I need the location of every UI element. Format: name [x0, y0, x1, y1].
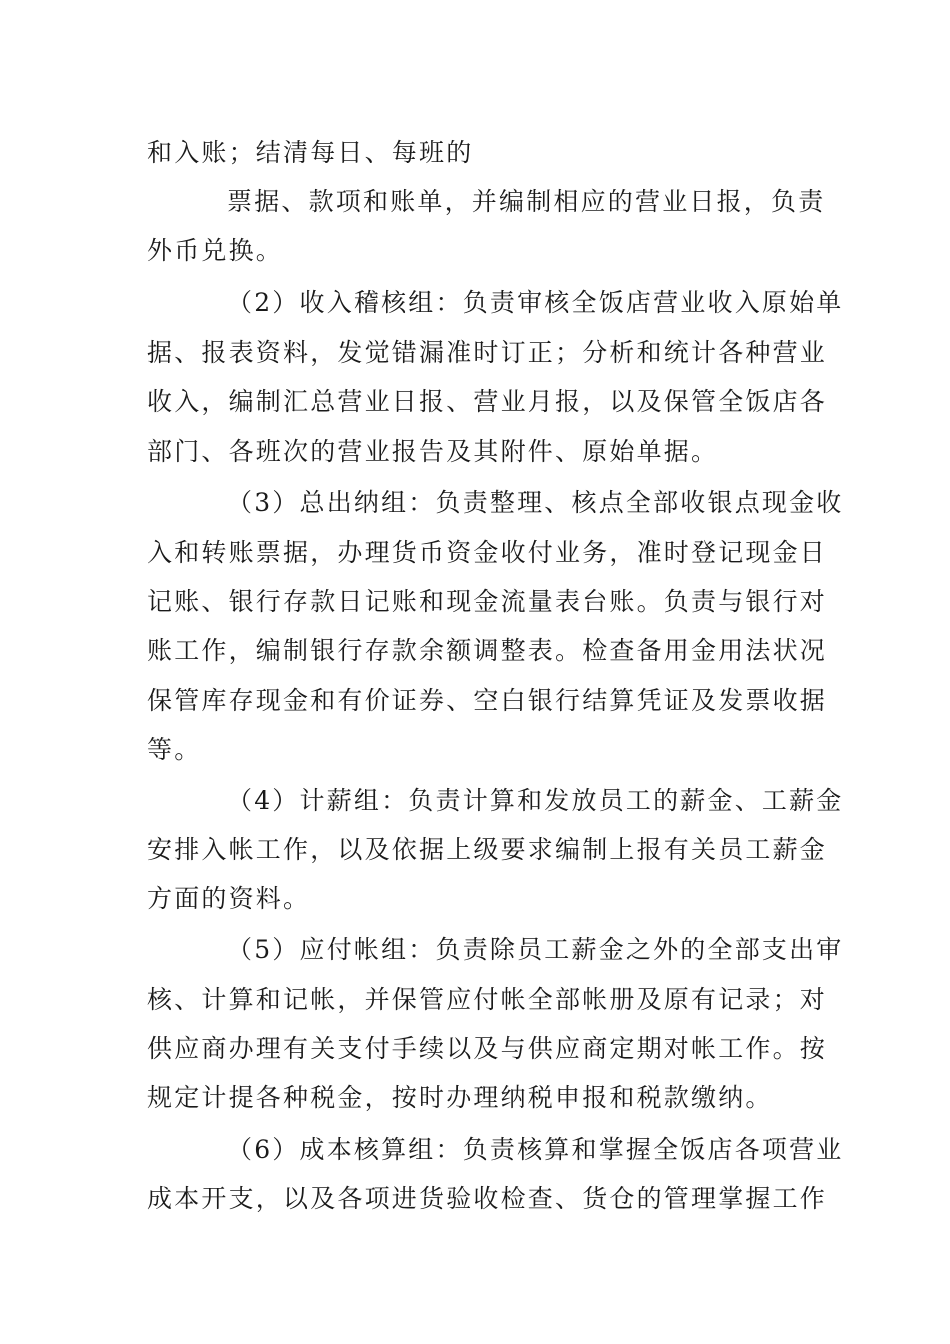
text-line-13: 等。 — [147, 735, 202, 764]
text-line-12: 保管库存现金和有价证券、空白银行结算凭证及发票收据 — [147, 686, 828, 715]
text-line-4: （2）收入稽核组：负责审核全饭店营业收入原始单 — [227, 288, 844, 317]
text-line-18: 核、计算和记帐，并保管应付帐全部帐册及原有记录；对 — [147, 985, 828, 1014]
text-line-15: 安排入帐工作，以及依据上级要求编制上报有关员工薪金 — [147, 835, 828, 864]
text-line-16: 方面的资料。 — [147, 884, 311, 913]
text-line-11: 账工作，编制银行存款余额调整表。检查备用金用法状况 — [147, 636, 828, 665]
text-line-5: 据、报表资料，发觉错漏准时订正；分析和统计各种营业 — [147, 338, 828, 367]
text-line-20: 规定计提各种税金，按时办理纳税申报和税款缴纳。 — [147, 1083, 773, 1112]
text-line-9: 入和转账票据，办理货币资金收付业务，准时登记现金日 — [147, 538, 828, 567]
text-line-2: 票据、款项和账单，并编制相应的营业日报，负责 — [227, 187, 826, 216]
text-line-10: 记账、银行存款日记账和现金流量表台账。负责与银行对 — [147, 587, 828, 616]
text-line-3: 外币兑换。 — [147, 236, 284, 265]
text-line-6: 收入，编制汇总营业日报、营业月报，以及保管全饭店各 — [147, 387, 828, 416]
text-line-21: （6）成本核算组：负责核算和掌握全饭店各项营业 — [227, 1135, 844, 1164]
text-line-8: （3）总出纳组：负责整理、核点全部收银点现金收 — [227, 488, 844, 517]
text-line-17: （5）应付帐组：负责除员工薪金之外的全部支出审 — [227, 935, 844, 964]
text-line-7: 部门、各班次的营业报告及其附件、原始单据。 — [147, 437, 719, 466]
text-line-1: 和入账；结清每日、每班的 — [147, 138, 474, 167]
text-line-14: （4）计薪组：负责计算和发放员工的薪金、工薪金 — [227, 786, 844, 815]
text-line-22: 成本开支，以及各项进货验收检查、货仓的管理掌握工作 — [147, 1184, 828, 1213]
text-line-19: 供应商办理有关支付手续以及与供应商定期对帐工作。按 — [147, 1034, 828, 1063]
